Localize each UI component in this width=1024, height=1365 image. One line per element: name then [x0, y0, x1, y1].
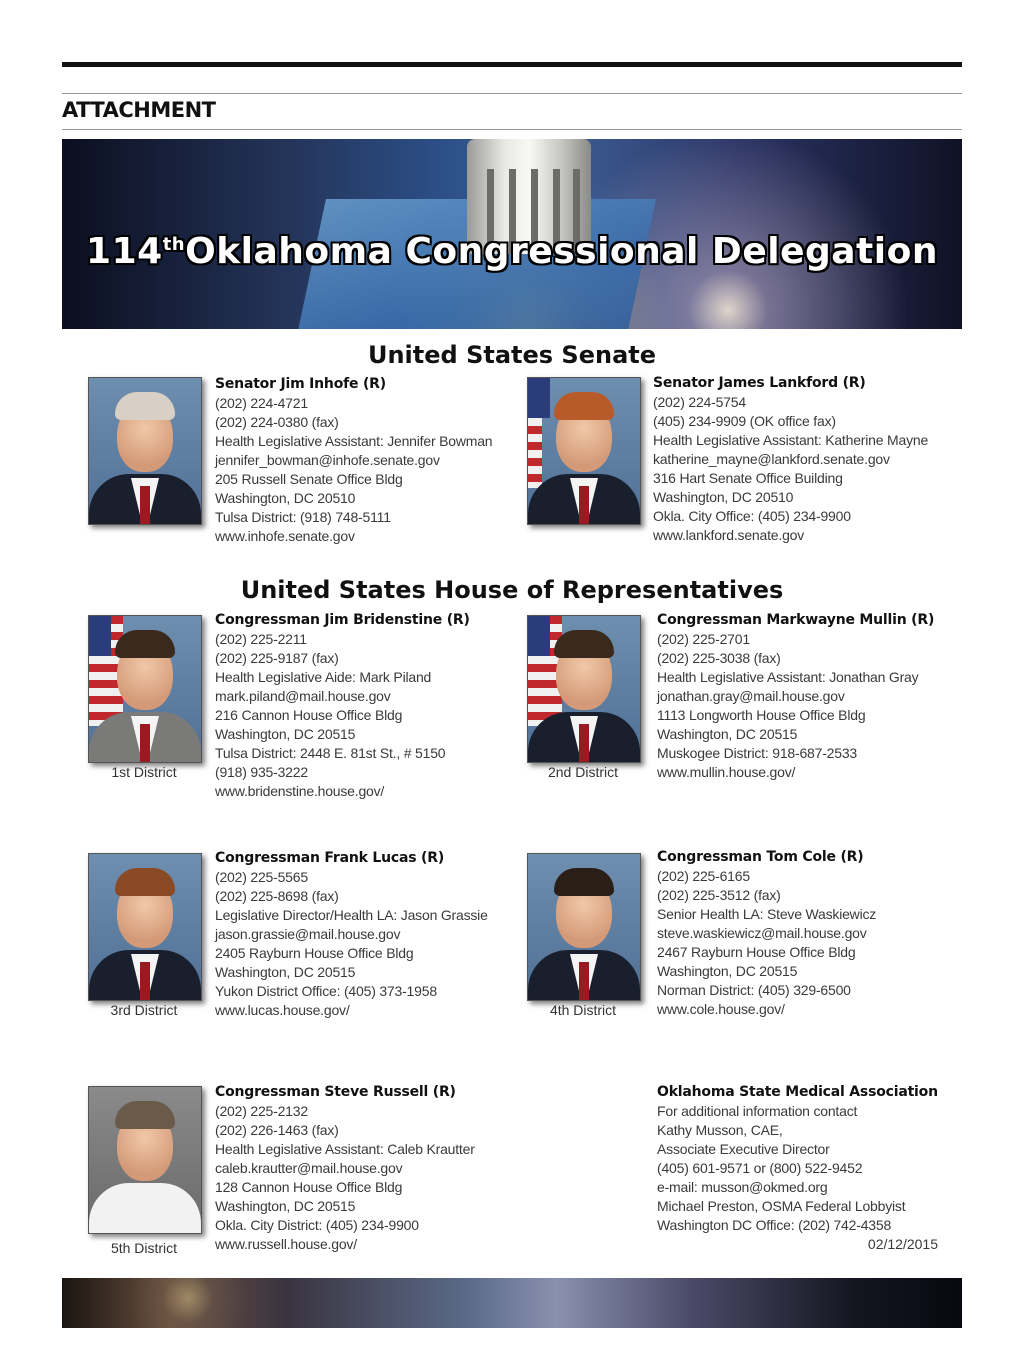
member-email[interactable]: jonathan.gray@mail.house.gov	[657, 688, 845, 704]
member-email[interactable]: mark.piland@mail.house.gov	[215, 688, 391, 704]
member-card-lankford	[653, 374, 928, 545]
member-office: 1113 Longworth House Office Bldg	[657, 707, 866, 723]
member-card-cole	[657, 848, 876, 1019]
member-city: Washington, DC 20515	[657, 726, 798, 742]
banner-number: 114	[86, 231, 163, 272]
footer-band	[62, 1278, 962, 1328]
member-phone: (202) 225-6165	[657, 868, 750, 884]
member-phone: (202) 225-5565	[215, 869, 308, 885]
district-label: 2nd District	[547, 764, 619, 780]
member-district-office: Yukon District Office: (405) 373-1958	[215, 983, 437, 999]
member-card-inhofe	[215, 375, 492, 546]
member-website[interactable]: www.inhofe.senate.gov	[215, 528, 355, 544]
cole-photo	[527, 853, 641, 1001]
district-label: 4th District	[549, 1002, 617, 1018]
document-date: 02/12/2015	[867, 1236, 938, 1252]
district-label: 1st District	[111, 764, 177, 780]
lankford-photo	[527, 377, 641, 525]
member-city: Washington, DC 20515	[215, 964, 356, 980]
member-card-lucas	[215, 849, 488, 1020]
osma-email[interactable]: e-mail: musson@okmed.org	[657, 1179, 828, 1195]
member-phone: (202) 225-2132	[215, 1103, 308, 1119]
member-staff: Health Legislative Assistant: Jonathan Gray	[657, 669, 919, 685]
member-name: Congressman Tom Cole (R)	[657, 849, 864, 865]
member-website[interactable]: www.cole.house.gov/	[657, 1001, 785, 1017]
member-name: Congressman Jim Bridenstine (R)	[215, 612, 470, 628]
senate-heading: United States Senate	[367, 341, 657, 369]
member-office: 2405 Rayburn House Office Bldg	[215, 945, 414, 961]
member-office: 128 Cannon House Office Bldg	[215, 1179, 403, 1195]
russell-photo	[88, 1086, 202, 1234]
member-fax: (202) 225-9187 (fax)	[215, 650, 339, 666]
osma-phone: (405) 601-9571 or (800) 522-9452	[657, 1160, 863, 1176]
header-divider-bottom	[62, 129, 962, 130]
member-name: Congressman Markwayne Mullin (R)	[657, 612, 935, 628]
member-district-office: Okla. City District: (405) 234-9900	[215, 1217, 419, 1233]
member-district-office: Tulsa District: 2448 E. 81st St., # 5150	[215, 745, 446, 761]
member-phone: (202) 224-4721	[215, 395, 308, 411]
member-fax: (202) 225-8698 (fax)	[215, 888, 339, 904]
member-fax: (202) 225-3512 (fax)	[657, 887, 781, 903]
member-email[interactable]: katherine_mayne@lankford.senate.gov	[653, 451, 890, 467]
header-divider-top	[62, 93, 962, 94]
member-fax: (405) 234-9909 (OK office fax)	[653, 413, 836, 429]
member-name: Congressman Frank Lucas (R)	[215, 850, 445, 866]
member-staff: Health Legislative Aide: Mark Piland	[215, 669, 432, 685]
member-name: Congressman Steve Russell (R)	[215, 1084, 456, 1100]
member-name: Senator James Lankford (R)	[653, 375, 866, 391]
osma-line: Washington DC Office: (202) 742-4358	[657, 1217, 892, 1233]
member-staff: Senior Health LA: Steve Waskiewicz	[657, 906, 877, 922]
member-website[interactable]: www.lankford.senate.gov	[653, 527, 805, 543]
osma-line: Kathy Musson, CAE,	[657, 1122, 783, 1138]
member-card-russell	[215, 1083, 475, 1254]
member-website[interactable]: www.mullin.house.gov/	[657, 764, 796, 780]
banner-ordinal: th	[162, 234, 186, 255]
district-label: 5th District	[110, 1240, 178, 1256]
osma-contact	[657, 1083, 938, 1235]
member-email[interactable]: jason.grassie@mail.house.gov	[215, 926, 401, 942]
osma-name: Oklahoma State Medical Association	[657, 1084, 938, 1100]
lucas-photo	[88, 853, 202, 1001]
banner-title-text: Oklahoma Congressional Delegation	[185, 231, 938, 272]
member-staff: Health Legislative Assistant: Jennifer Bowman	[215, 433, 493, 449]
delegation-banner	[62, 139, 962, 329]
member-email[interactable]: steve.waskiewicz@mail.house.gov	[657, 925, 867, 941]
attachment-title: ATTACHMENT	[62, 98, 216, 122]
member-office: 2467 Rayburn House Office Bldg	[657, 944, 856, 960]
member-name: Senator Jim Inhofe (R)	[215, 376, 386, 392]
member-city: Washington, DC 20515	[215, 1198, 356, 1214]
member-district-phone: (918) 935-3222	[215, 764, 308, 780]
top-rule	[62, 62, 962, 67]
member-city: Washington, DC 20510	[653, 489, 794, 505]
member-district-office: Tulsa District: (918) 748-5111	[215, 509, 391, 525]
member-phone: (202) 225-2701	[657, 631, 750, 647]
member-city: Washington, DC 20510	[215, 490, 356, 506]
member-office: 216 Cannon House Office Bldg	[215, 707, 403, 723]
member-email[interactable]: jennifer_bowman@inhofe.senate.gov	[215, 452, 440, 468]
member-staff: Legislative Director/Health LA: Jason Grassie	[215, 907, 488, 923]
inhofe-photo	[88, 377, 202, 525]
member-phone: (202) 224-5754	[653, 394, 746, 410]
member-card-bridenstine	[215, 611, 470, 801]
mullin-photo	[527, 615, 641, 763]
member-office: 316 Hart Senate Office Building	[653, 470, 843, 486]
member-phone: (202) 225-2211	[215, 631, 307, 647]
banner-title	[62, 231, 962, 272]
member-staff: Health Legislative Assistant: Caleb Krautter	[215, 1141, 475, 1157]
member-website[interactable]: www.bridenstine.house.gov/	[215, 783, 385, 799]
osma-line: For additional information contact	[657, 1103, 858, 1119]
house-heading: United States House of Representatives	[240, 576, 784, 604]
member-district-office: Okla. City Office: (405) 234-9900	[653, 508, 851, 524]
member-card-mullin	[657, 611, 934, 782]
osma-line: Associate Executive Director	[657, 1141, 830, 1157]
member-district-office: Muskogee District: 918-687-2533	[657, 745, 858, 761]
member-fax: (202) 225-3038 (fax)	[657, 650, 781, 666]
district-label: 3rd District	[110, 1002, 178, 1018]
member-website[interactable]: www.russell.house.gov/	[215, 1236, 357, 1252]
bridenstine-photo	[88, 615, 202, 763]
member-fax: (202) 226-1463 (fax)	[215, 1122, 339, 1138]
member-website[interactable]: www.lucas.house.gov/	[215, 1002, 350, 1018]
member-district-office: Norman District: (405) 329-6500	[657, 982, 851, 998]
member-staff: Health Legislative Assistant: Katherine Mayne	[653, 432, 929, 448]
member-fax: (202) 224-0380 (fax)	[215, 414, 339, 430]
member-email[interactable]: caleb.krautter@mail.house.gov	[215, 1160, 403, 1176]
member-office: 205 Russell Senate Office Bldg	[215, 471, 403, 487]
member-city: Washington, DC 20515	[215, 726, 356, 742]
member-city: Washington, DC 20515	[657, 963, 798, 979]
osma-line: Michael Preston, OSMA Federal Lobbyist	[657, 1198, 906, 1214]
